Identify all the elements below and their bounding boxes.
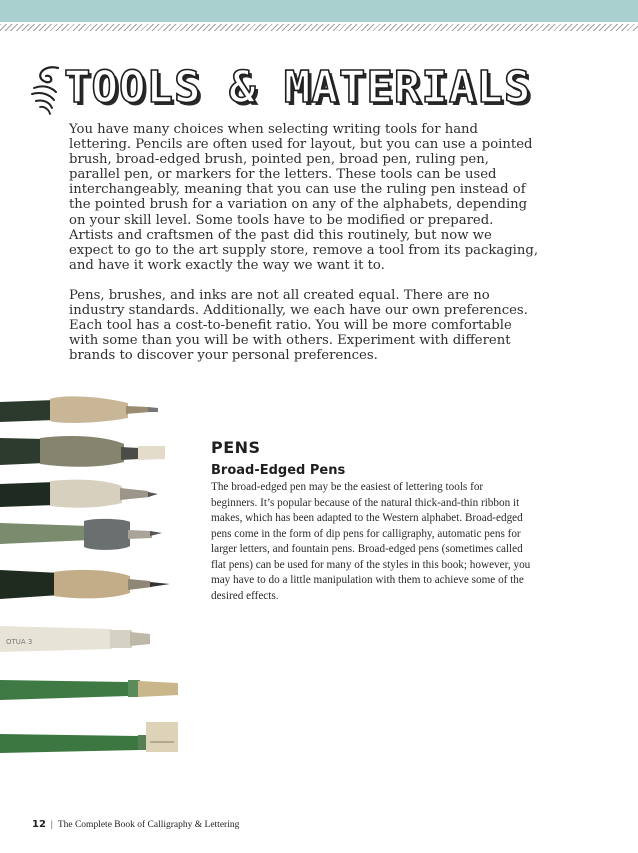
footer-separator: | xyxy=(50,820,53,830)
pen-wood-holder-2 xyxy=(0,436,165,467)
intro-paragraph-1: You have many choices when selecting writing tools for hand lettering. Pencils are often used for layout, but you can use a pointed brush, broad-edged brush, pointed pen, broad pen, ruling pen, parallel pen, or markers for the letters. These tools can be used interchangeably, meaning that you can use the ruling pen instead of the pointed brush for a variation on any of the alphabets, depending on your skill level. Some tools have to be modified or prepared. Artists and craftsmen of the past did this routinely, but now we expect to go to the art supply store, remove a tool from its packaging, and have it work exactly the way we want it to. xyxy=(69,122,539,273)
pen-white-automatic-6 xyxy=(0,626,150,652)
broad-edged-pens-text: The broad-edged pen may be the easiest of lettering tools for beginners. It’s popular because of the natural thick-and-thin ribbon it makes, which has been adapted to the Western alphabet. Broad-edged pens come in the form of dip pens for calligraphy, automatic pens for larger letters, and fountain pens. Broad-edged pens (sometimes called flat pens) can be used for many of the styles in this book; however, you may have to do a little manipulation with them to achieve some of the desired effects. xyxy=(211,481,531,602)
top-color-band xyxy=(0,0,638,22)
intro-text xyxy=(69,122,539,378)
pen-imprint-label: OTUA 3 xyxy=(6,638,33,646)
pen-green-automatic-7 xyxy=(0,680,178,700)
pens-heading: PENS xyxy=(211,438,261,457)
page-footer xyxy=(32,819,239,830)
pen-green-wide-nib-8 xyxy=(0,722,178,753)
pen-brass-ferrule-4 xyxy=(0,519,162,550)
pen-cork-grip-1 xyxy=(0,396,158,423)
pens-photo xyxy=(0,390,200,770)
intro-paragraph-2: Pens, brushes, and inks are not all created equal. There are no industry standards. Additionally, we each have our own preferences. Each tool has a cost-to-benefit ratio. You will be more comfortable with some than you will be with others. Experiment with different brands to discover your personal preferences. xyxy=(69,287,528,364)
pen-cork-grip-5 xyxy=(0,570,170,599)
broad-edged-pens-heading: Broad-Edged Pens xyxy=(211,463,346,478)
page-number: 12 xyxy=(32,819,46,830)
book-title: The Complete Book of Calligraphy & Lettering xyxy=(57,820,240,830)
decorative-hatch-rule xyxy=(0,24,638,31)
page-title: TOOLS & MATERIALS xyxy=(64,62,532,113)
pen-nib-holder-3 xyxy=(0,480,158,508)
